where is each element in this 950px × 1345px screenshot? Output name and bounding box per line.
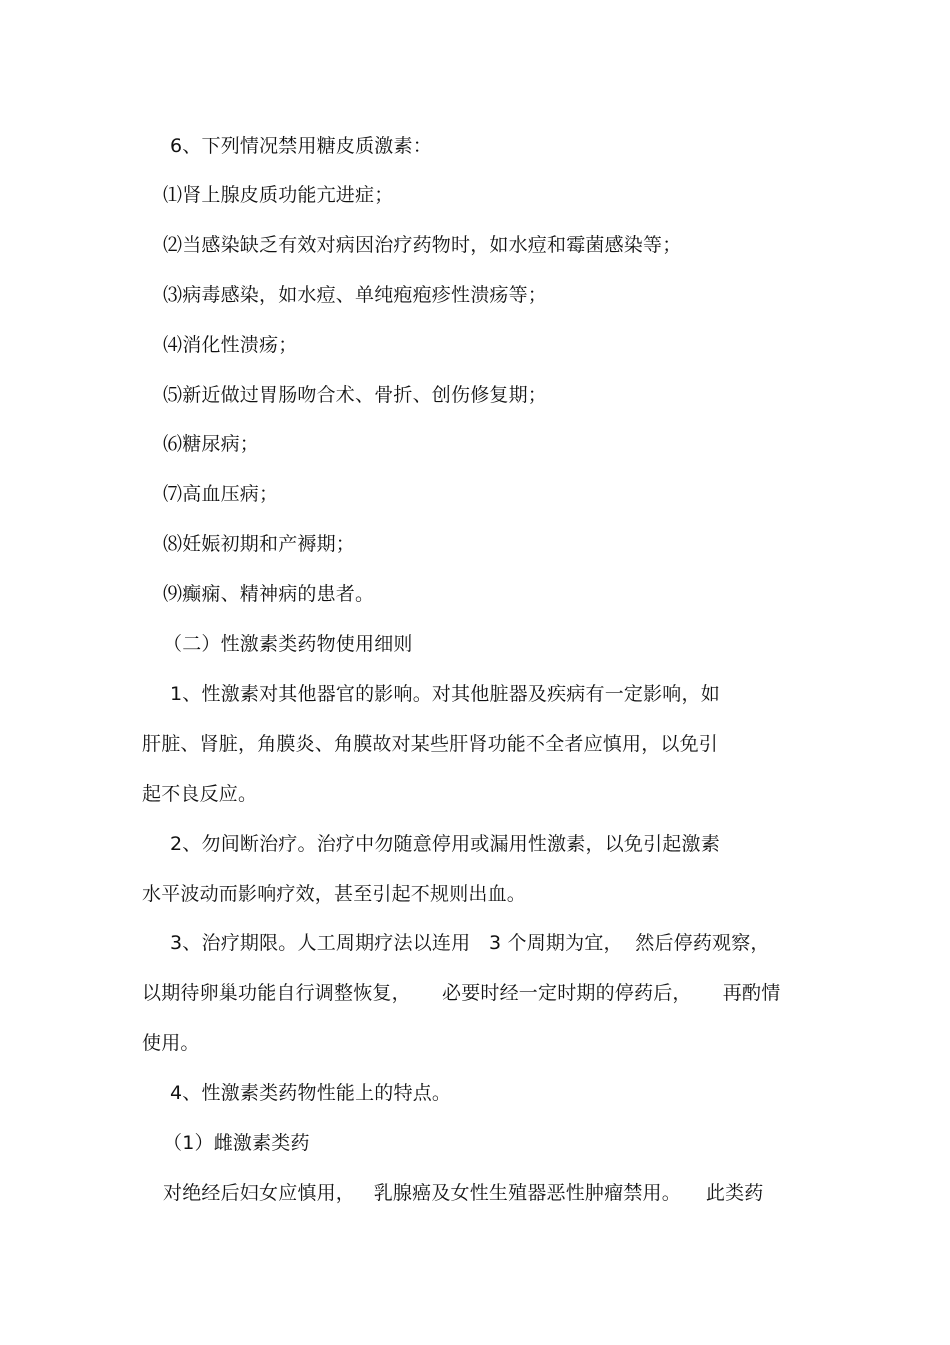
- list-item-9: ⑼癫痫、精神病的患者。: [163, 583, 375, 605]
- heading-item-6: 6、下列情况禁用糖皮质激素：: [170, 135, 432, 157]
- paragraph-2-line-2: 水平波动而影响疗效，甚至引起不规则出血。: [142, 883, 527, 905]
- paragraph-1-line-2: 肝脏、肾脏，角膜炎、角膜故对某些肝肾功能不全者应慎用，以免引: [142, 733, 719, 755]
- list-item-1: ⑴肾上腺皮质功能亢进症；: [163, 184, 394, 206]
- subsection-heading: （1）雌激素类药: [163, 1132, 310, 1154]
- list-item-4: ⑷消化性溃疡；: [163, 334, 298, 356]
- list-item-3: ⑶病毒感染，如水痘、单纯疱疱疹性溃疡等；: [163, 284, 548, 306]
- paragraph-3-line-3: 使用。: [142, 1032, 200, 1054]
- paragraph-5-line-1: 对绝经后妇女应慎用， 乳腺癌及女性生殖器恶性肿瘤禁用。 此类药: [163, 1182, 764, 1204]
- paragraph-1-line-1: 1、性激素对其他器官的影响。对其他脏器及疾病有一定影响，如: [170, 683, 720, 705]
- section-heading: （二）性激素类药物使用细则: [163, 633, 413, 655]
- paragraph-2-line-1: 2、勿间断治疗。治疗中勿随意停用或漏用性激素，以免引起激素: [170, 833, 720, 855]
- list-item-7: ⑺高血压病；: [163, 483, 279, 505]
- paragraph-4-line-1: 4、性激素类药物性能上的特点。: [170, 1082, 452, 1104]
- paragraph-3-line-2: 以期待卵巢功能自行调整恢复， 必要时经一定时期的停药后， 再酌情: [142, 982, 781, 1004]
- list-item-2: ⑵当感染缺乏有效对病因治疗药物时，如水痘和霉菌感染等；: [163, 234, 682, 256]
- list-item-8: ⑻妊娠初期和产褥期；: [163, 533, 356, 555]
- paragraph-1-line-3: 起不良反应。: [142, 783, 258, 805]
- list-item-6: ⑹糖尿病；: [163, 433, 260, 455]
- paragraph-3-line-1: 3、治疗期限。人工周期疗法以连用 3 个周期为宜， 然后停药观察，: [170, 932, 770, 954]
- list-item-5: ⑸新近做过胃肠吻合术、骨折、创伤修复期；: [163, 384, 548, 406]
